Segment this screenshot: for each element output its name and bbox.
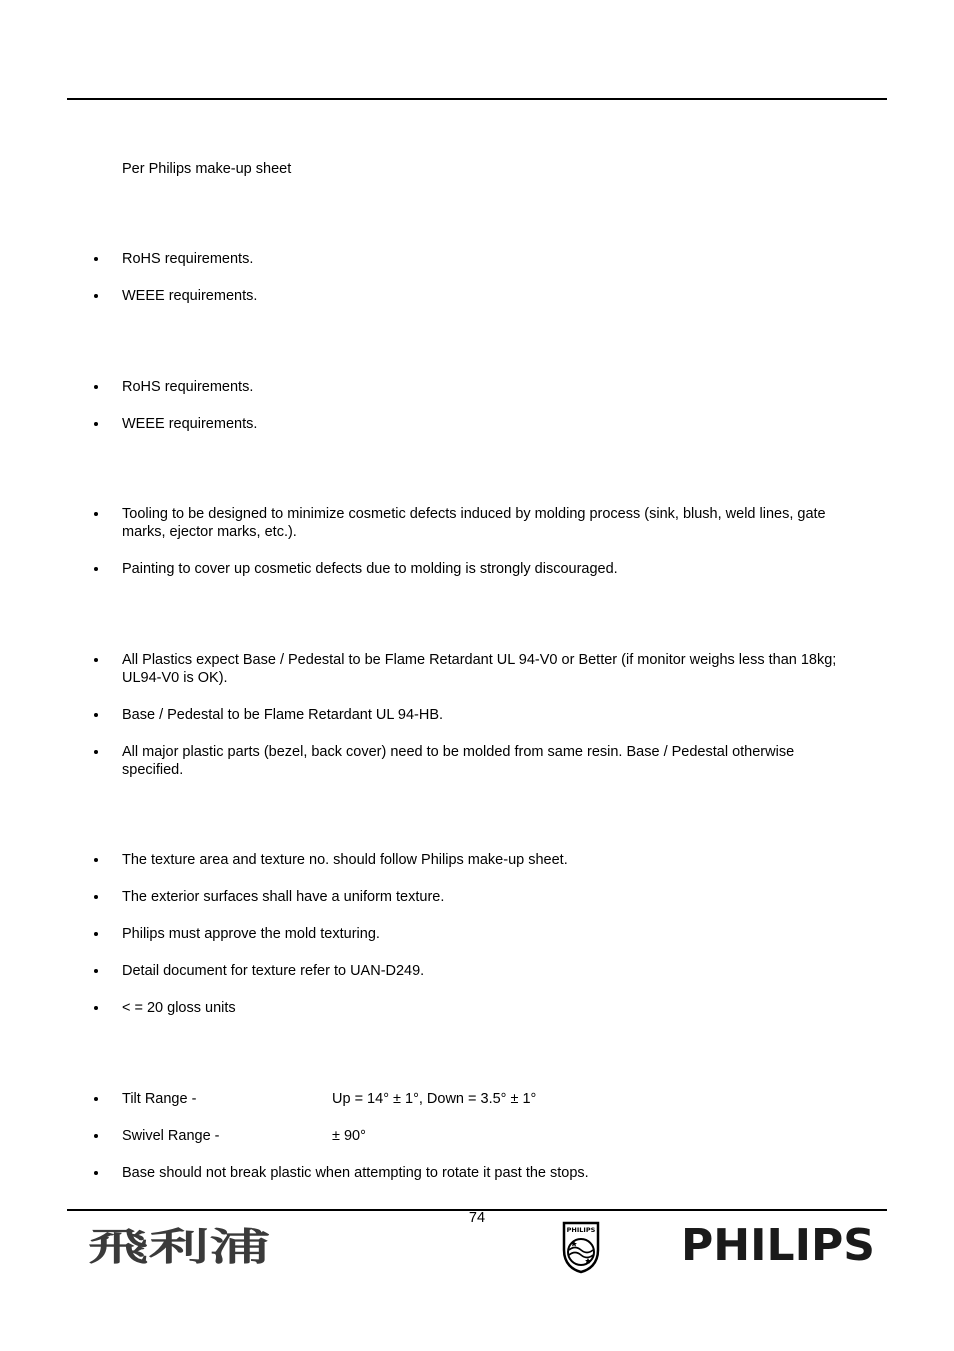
tilt-range-value: Up = 14° ± 1°, Down = 3.5° ± 1° [332, 1091, 537, 1107]
list-item: RoHS requirements. [122, 251, 254, 267]
list-item: Base should not break plastic when attempting to rotate it past the stops. [122, 1165, 589, 1181]
list-item-line: All major plastic parts (bezel, back cover) need to be molded from same resin. Base / Pedestal otherwise [122, 744, 795, 760]
list-item: The exterior surfaces shall have a uniform texture. [122, 889, 445, 905]
intro-text: Per Philips make-up sheet [122, 161, 292, 177]
swivel-range-label: Swivel Range - [122, 1128, 220, 1144]
page-number: 74 [468, 1210, 486, 1226]
brand-logo-text: PHILIPS [681, 1220, 875, 1266]
bullet [92, 706, 102, 724]
list-item: RoHS requirements. [122, 379, 254, 395]
bullet [92, 1164, 102, 1182]
bullet [92, 250, 102, 268]
bullet [92, 505, 102, 523]
list-item-line: specified. [122, 762, 184, 778]
bullet [92, 743, 102, 761]
list-item: < = 20 gloss units [122, 1000, 236, 1016]
shield-text: PHILIPS [566, 1226, 596, 1234]
list-item: Philips must approve the mold texturing. [122, 926, 380, 942]
list-item: WEEE requirements. [122, 416, 258, 432]
bullet [92, 925, 102, 943]
bullet [92, 560, 102, 578]
list-item-line: marks, ejector marks, etc.). [122, 524, 297, 540]
list-item: Detail document for texture refer to UAN-D249. [122, 963, 425, 979]
list-item-line: Base / Pedestal to be Flame Retardant UL 94-HB. [122, 707, 444, 723]
list-item-line: UL94-V0 is OK). [122, 670, 228, 686]
bullet [92, 999, 102, 1017]
bullet [92, 851, 102, 869]
swivel-range-value: ± 90° [332, 1128, 366, 1144]
chinese-logo [88, 1220, 273, 1270]
bullet [92, 962, 102, 980]
bullet [92, 1090, 102, 1108]
philips-brand-logo [681, 1220, 877, 1270]
bullet [92, 651, 102, 669]
bullet [92, 287, 102, 305]
bullet [92, 1127, 102, 1145]
bullet [92, 378, 102, 396]
tilt-range-label: Tilt Range - [122, 1091, 197, 1107]
philips-shield-icon [561, 1220, 601, 1278]
list-item-line: All Plastics expect Base / Pedestal to be Flame Retardant UL 94-V0 or Better (if monitor weighs less than 18kg; [122, 652, 837, 668]
list-item: The texture area and texture no. should follow Philips make-up sheet. [122, 852, 568, 868]
list-item: WEEE requirements. [122, 288, 258, 304]
bullet [92, 415, 102, 433]
chinese-logo-text: 飛利浦 [88, 1225, 270, 1266]
bullet [92, 888, 102, 906]
header-rule [67, 98, 887, 100]
list-item-line: Painting to cover up cosmetic defects due to molding is strongly discouraged. [122, 561, 618, 577]
list-item-line: Tooling to be designed to minimize cosmetic defects induced by molding process (sink, blush, weld lines, gate [122, 506, 826, 522]
